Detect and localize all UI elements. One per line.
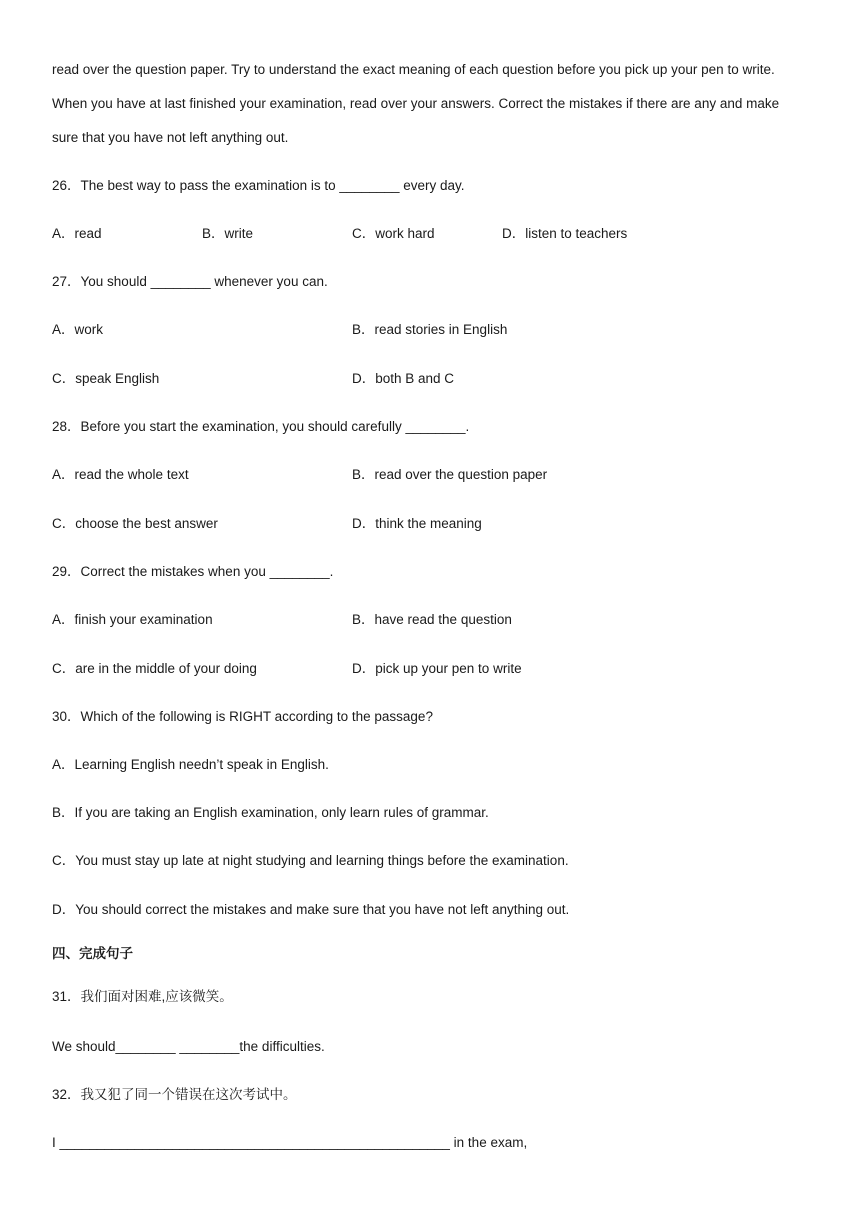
q30-option-c[interactable]: C．You must stay up late at night studying and learning things before the examination. (52, 853, 569, 868)
question-29-stem: 29．Correct the mistakes when you ________. (52, 564, 334, 579)
q28-option-b[interactable]: B．read over the question paper (352, 467, 548, 482)
q30-option-b[interactable]: B．If you are taking an English examination, only learn rules of grammar. (52, 805, 489, 820)
q26-option-a[interactable]: A．read (52, 226, 102, 241)
passage-line: read over the question paper. Try to understand the exact meaning of each question before you pick up your pen to write. (52, 62, 775, 77)
question-30-stem: 30．Which of the following is RIGHT according to the passage? (52, 709, 433, 724)
q29-option-d[interactable]: D．pick up your pen to write (352, 661, 522, 676)
q28-option-a[interactable]: A．read the whole text (52, 467, 189, 482)
q26-option-c[interactable]: C．work hard (352, 226, 435, 241)
question-31-answer-line[interactable]: We should________ ________the difficulties. (52, 1039, 325, 1054)
q28-option-c[interactable]: C．choose the best answer (52, 516, 218, 531)
q27-option-b[interactable]: B．read stories in English (352, 322, 508, 337)
q27-option-c[interactable]: C．speak English (52, 371, 160, 386)
question-26-stem: 26．The best way to pass the examination is to ________ every day. (52, 178, 465, 193)
q27-option-a[interactable]: A．work (52, 322, 104, 337)
question-32-prompt: 32．我又犯了同一个错误在这次考试中。 (52, 1087, 297, 1102)
q26-option-b[interactable]: B．write (202, 226, 254, 241)
q30-option-a[interactable]: A．Learning English needn’t speak in English. (52, 757, 329, 772)
passage-line: When you have at last finished your examination, read over your answers. Correct the mistakes if there are any and make (52, 96, 780, 111)
q28-option-d[interactable]: D．think the meaning (352, 516, 482, 531)
question-32-answer-line[interactable]: I ____________________________________________________ in the exam, (52, 1135, 528, 1150)
q30-option-d[interactable]: D．You should correct the mistakes and make sure that you have not left anything out. (52, 902, 570, 917)
q29-option-c[interactable]: C．are in the middle of your doing (52, 661, 257, 676)
q29-option-a[interactable]: A．finish your examination (52, 612, 213, 627)
q26-option-d[interactable]: D．listen to teachers (502, 226, 628, 241)
q29-option-b[interactable]: B．have read the question (352, 612, 512, 627)
question-27-stem: 27．You should ________ whenever you can. (52, 274, 328, 289)
question-31-prompt: 31．我们面对困难,应该微笑。 (52, 989, 233, 1004)
question-28-stem: 28．Before you start the examination, you should carefully ________. (52, 419, 470, 434)
passage-line: sure that you have not left anything out. (52, 130, 289, 145)
section-4-heading: 四、完成句子 (52, 946, 133, 961)
q27-option-d[interactable]: D．both B and C (352, 371, 455, 386)
